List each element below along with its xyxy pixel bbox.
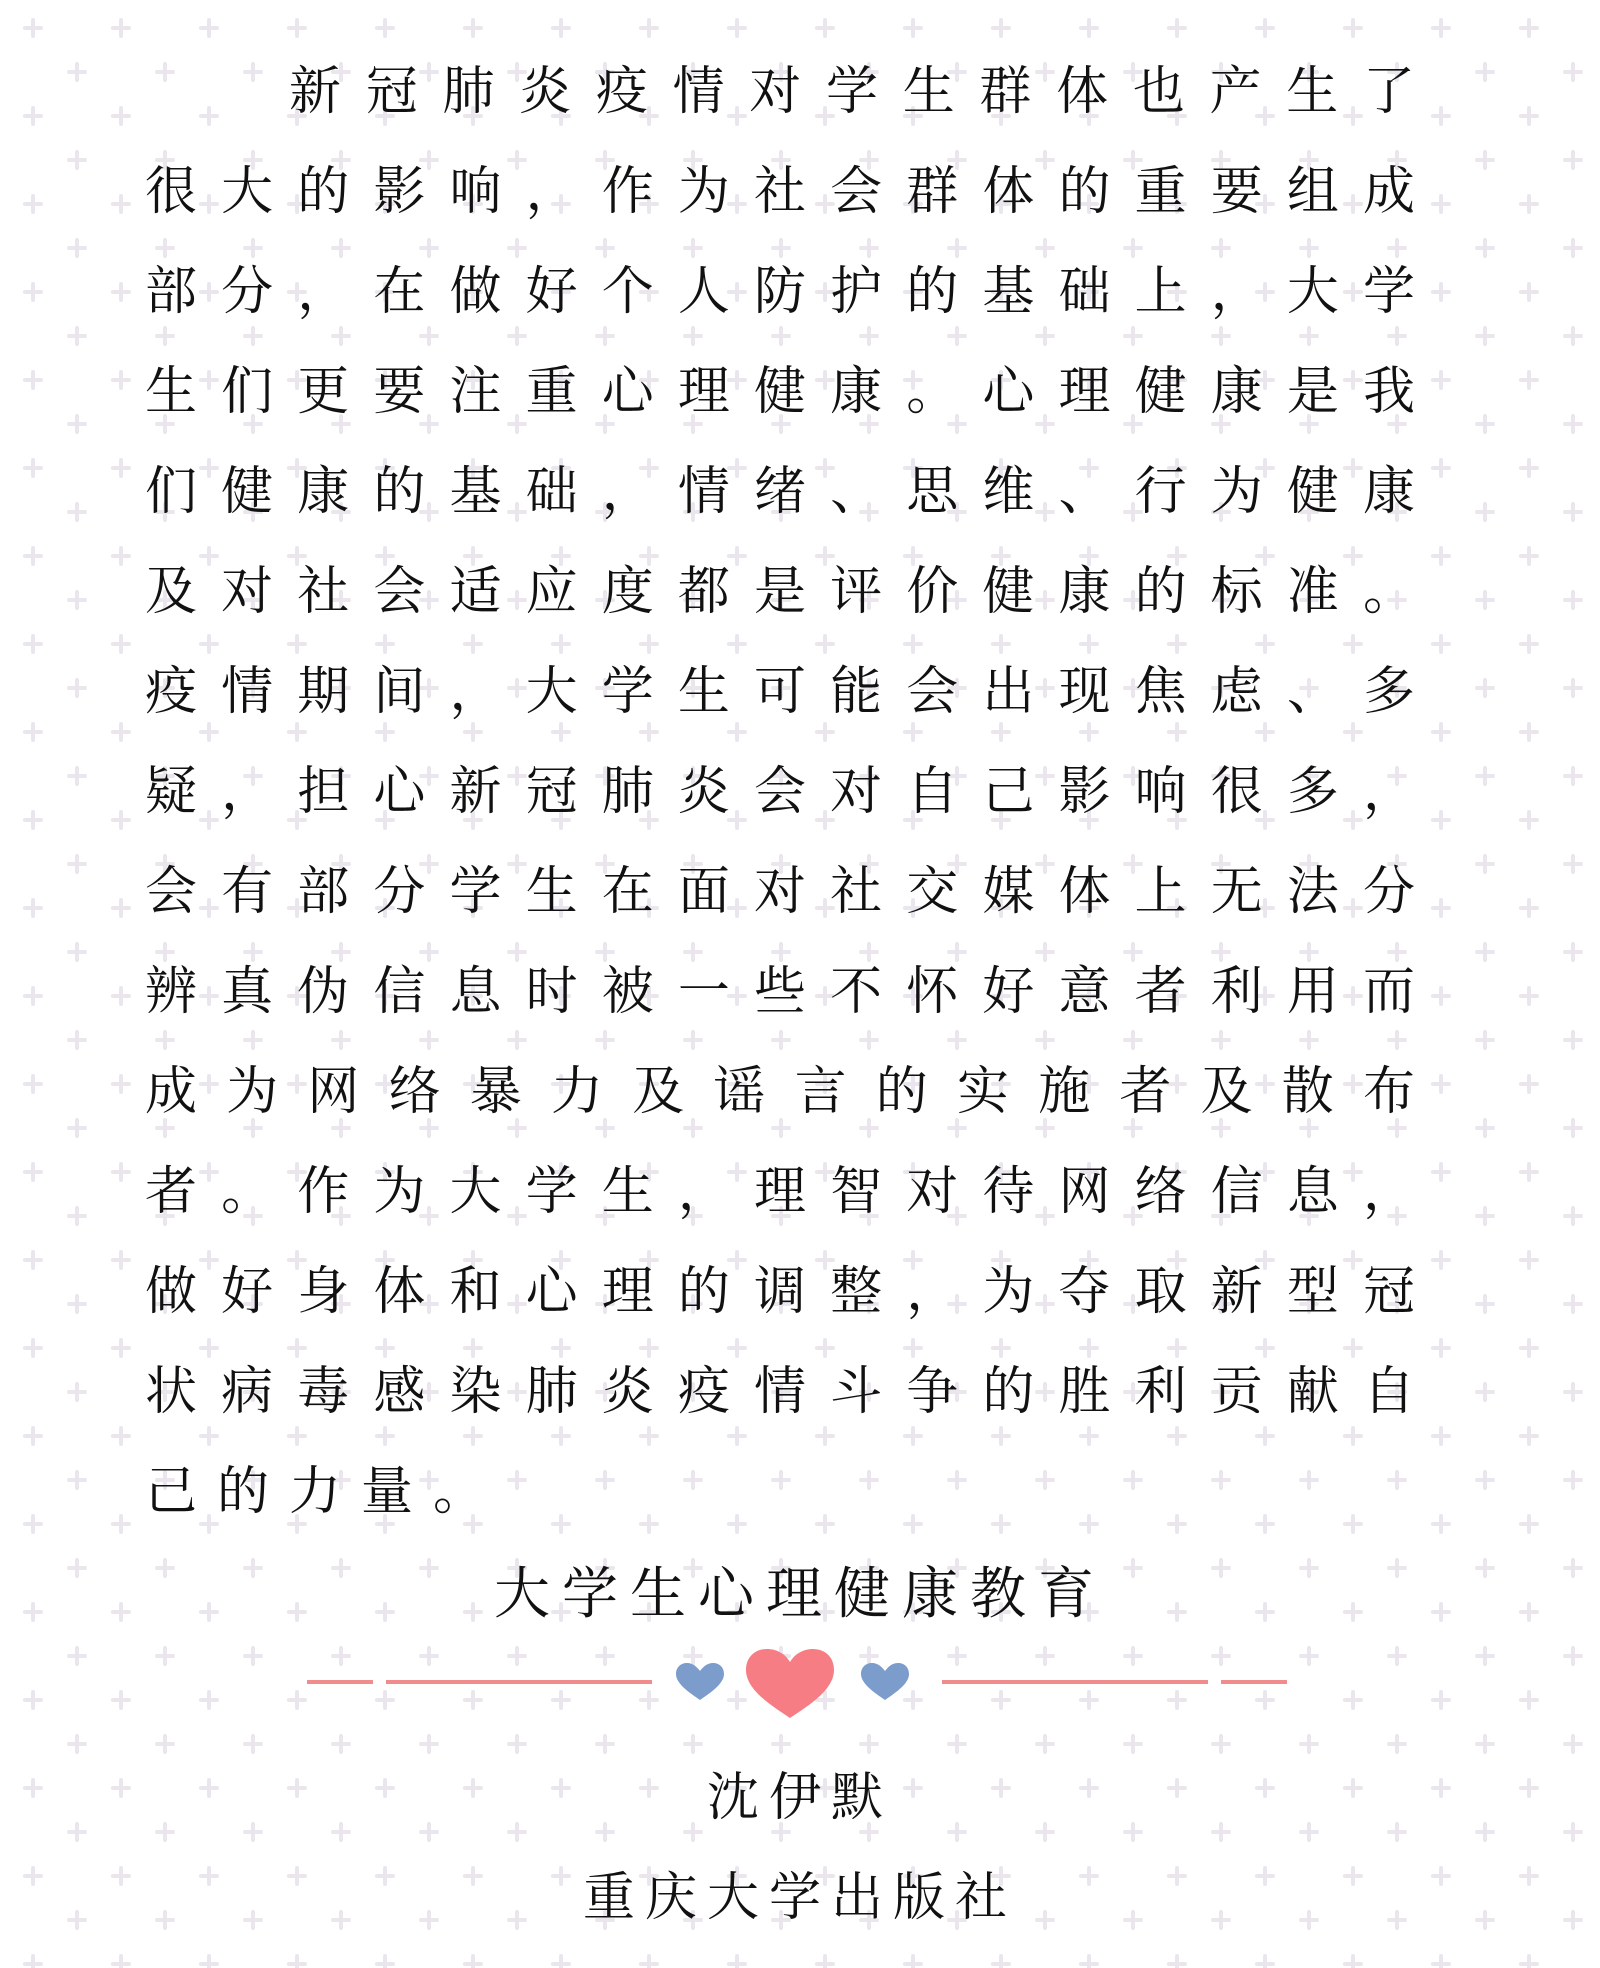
divider-line-left-short — [307, 1680, 373, 1684]
small-heart-icon — [676, 1663, 724, 1700]
divider-line-right-long — [942, 1680, 1208, 1684]
heart-divider — [300, 1640, 1300, 1720]
article-paragraph: 新冠肺炎疫情对学生群体也产生了很大的影响，作为社会群体的重要组成部分，在做好个人防护的基础上，大学生们更要注重心理健康。心理健康是我们健康的基础，情绪、思维、行为健康及对社会适应度都是评价健康的标准。疫情期间，大学生可能会出现焦虑、多疑，担心新冠肺炎会对自己影响很多，会有部分学生在面对社交媒体上无法分辨真伪信息时被一些不怀好意者利用而成为网络暴力及谣言的实施者及散布者。作为大学生，理智对待网络信息，做好身体和心理的调整，为夺取新型冠状病毒感染肺炎疫情斗争的胜利贡献自己的力量。 — [145, 62, 1435, 1522]
large-heart-icon — [746, 1649, 834, 1718]
divider-line-left-long — [386, 1680, 652, 1684]
divider-line-right-short — [1221, 1680, 1287, 1684]
publisher-name: 重庆大学出版社 — [582, 1868, 1017, 1928]
small-heart-icon — [861, 1663, 909, 1700]
book-title: 大学生心理健康教育 — [494, 1562, 1106, 1627]
author-name: 沈伊默 — [706, 1768, 893, 1828]
